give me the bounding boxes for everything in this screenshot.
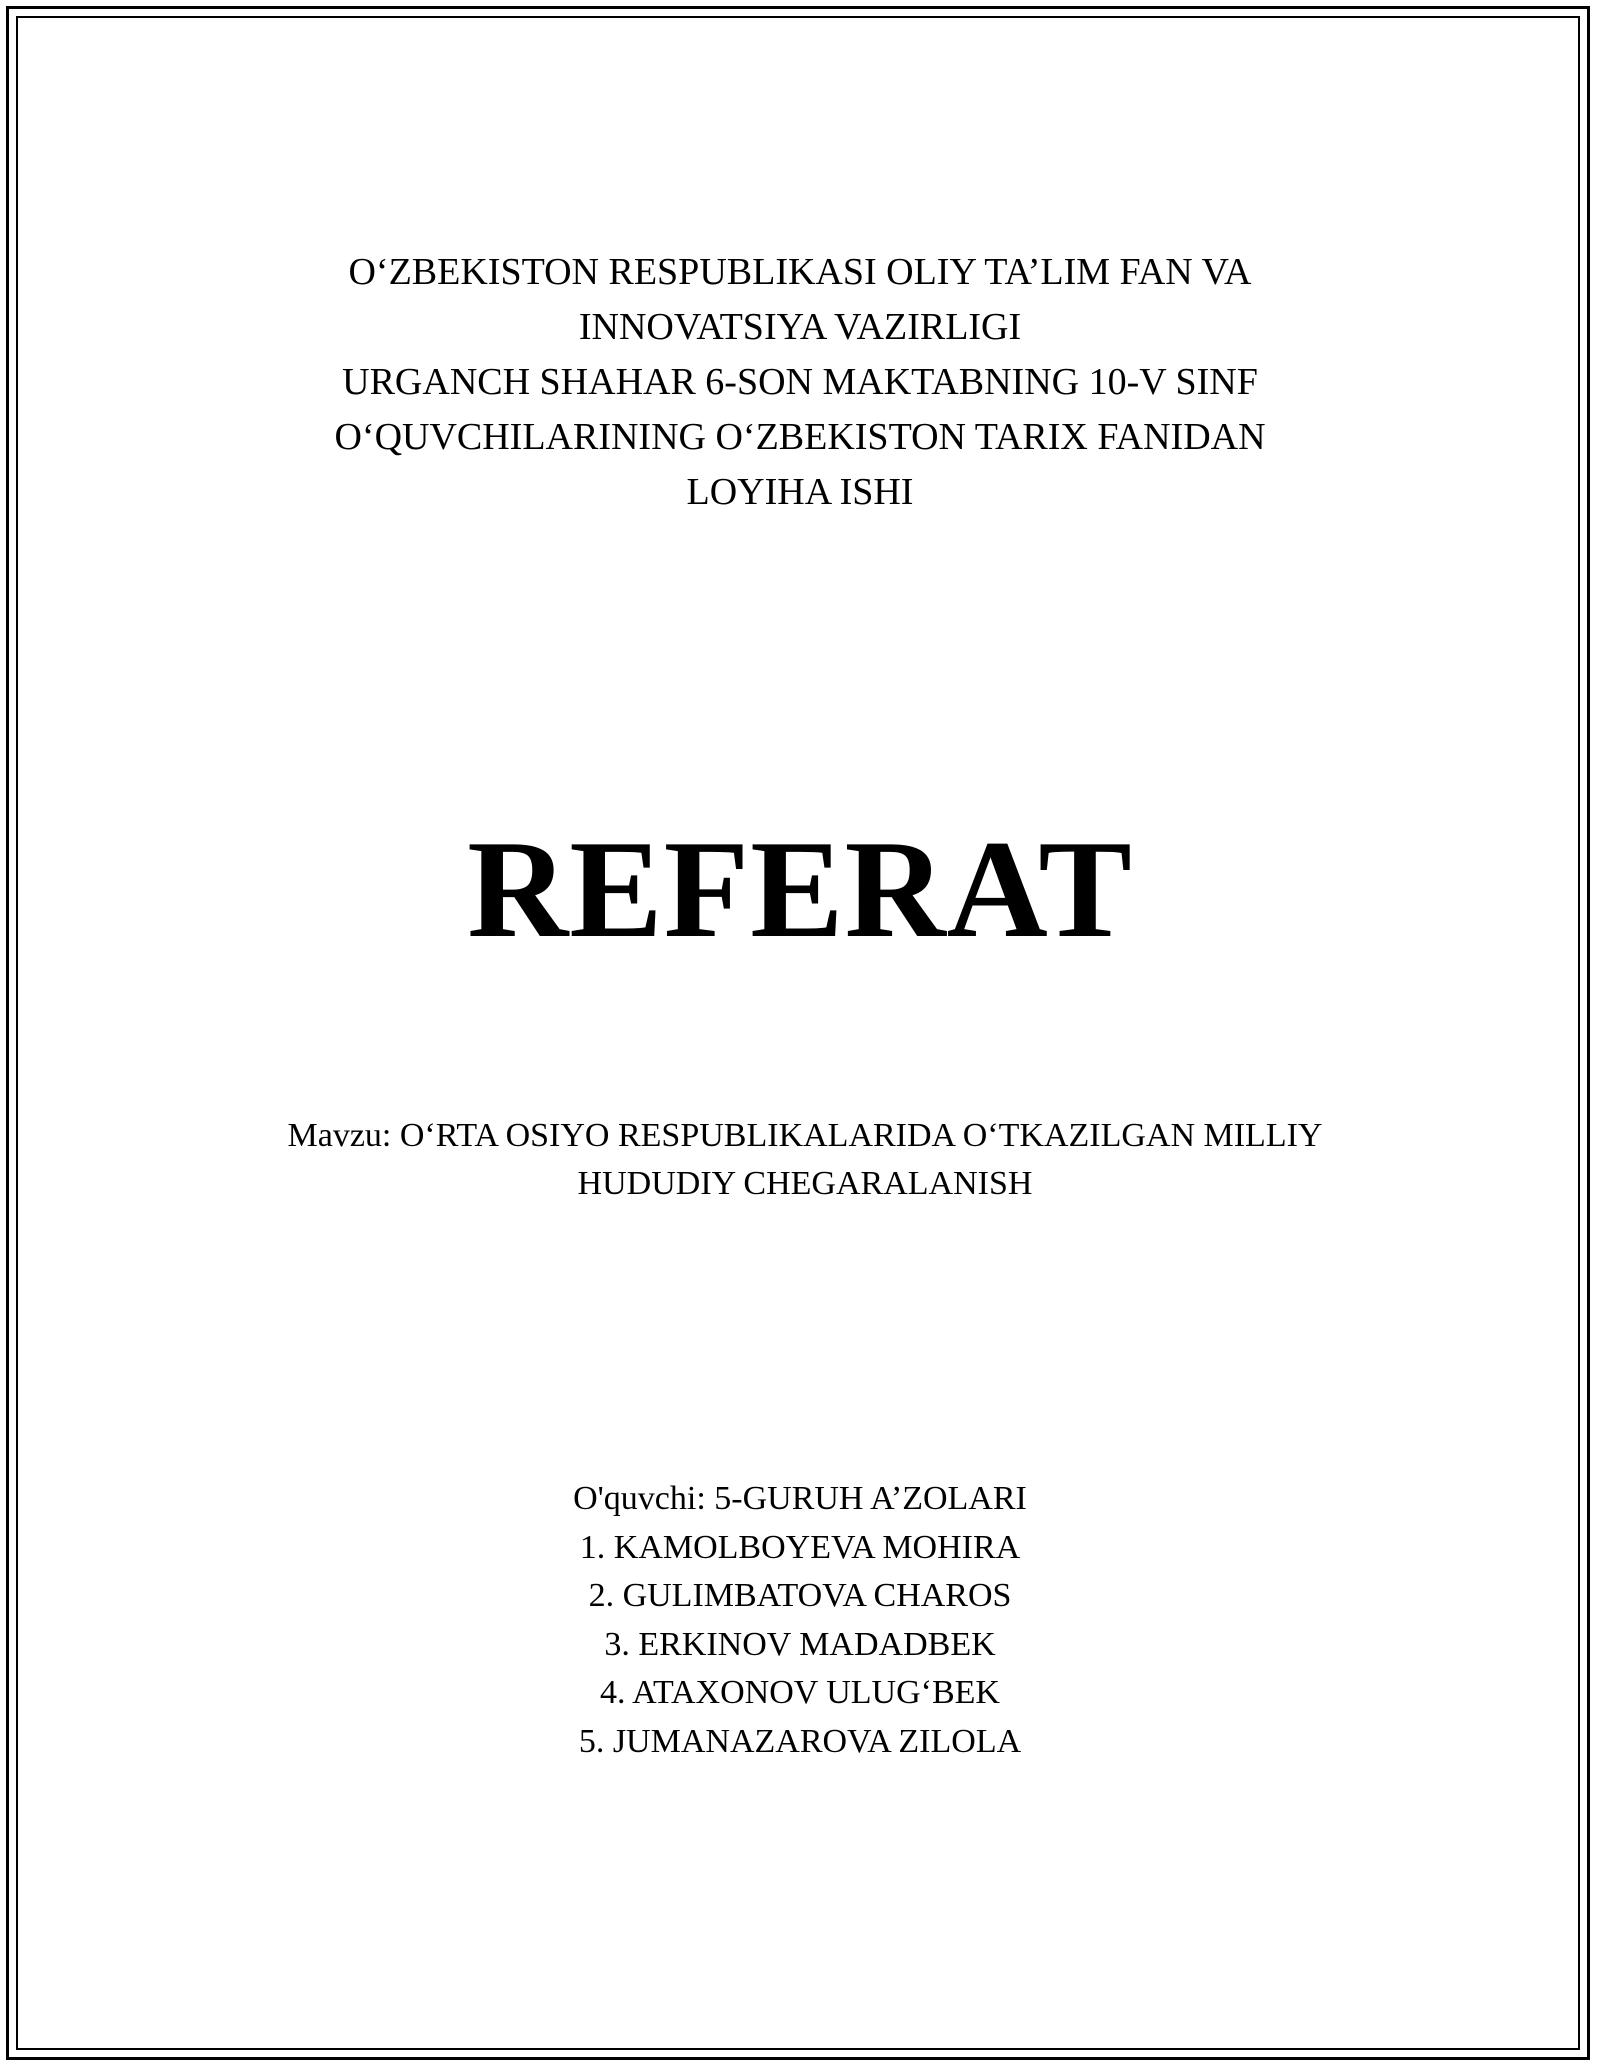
header-line: O‘QUVCHILARINING O‘ZBEKISTON TARIX FANIDAN	[334, 416, 1266, 458]
topic-line: Mavzu: O‘RTA OSIYO RESPUBLIKALARIDA O‘TKAZILGAN MILLIY	[287, 1117, 1323, 1154]
member-item: 5. JUMANAZAROVA ZILOLA	[578, 1722, 1022, 1760]
member-item: 1. KAMOLBOYEVA MOHIRA	[579, 1528, 1021, 1566]
member-item: 4. ATAXONOV ULUG‘BEK	[600, 1674, 1000, 1711]
document-title: REFERAT	[467, 812, 1133, 967]
header-line: INNOVATSIYA VAZIRLIGI	[578, 306, 1022, 348]
member-item: 2. GULIMBATOVA CHAROS	[588, 1577, 1012, 1614]
members-heading: O'quvchi: 5-GURUH A’ZOLARI	[573, 1480, 1027, 1517]
topic-block	[0, 1112, 1600, 1208]
header-line: O‘ZBEKISTON RESPUBLIKASI OLIY TA’LIM FAN VA	[348, 251, 1252, 293]
members-block	[0, 1475, 1600, 1766]
institution-header	[0, 245, 1600, 520]
topic-line: HUDUDIY CHEGARALANISH	[577, 1165, 1033, 1202]
header-line: LOYIHA ISHI	[686, 471, 914, 513]
header-line: URGANCH SHAHAR 6-SON MAKTABNING 10-V SINF	[342, 361, 1258, 403]
member-item: 3. ERKINOV MADADBEK	[604, 1625, 996, 1663]
